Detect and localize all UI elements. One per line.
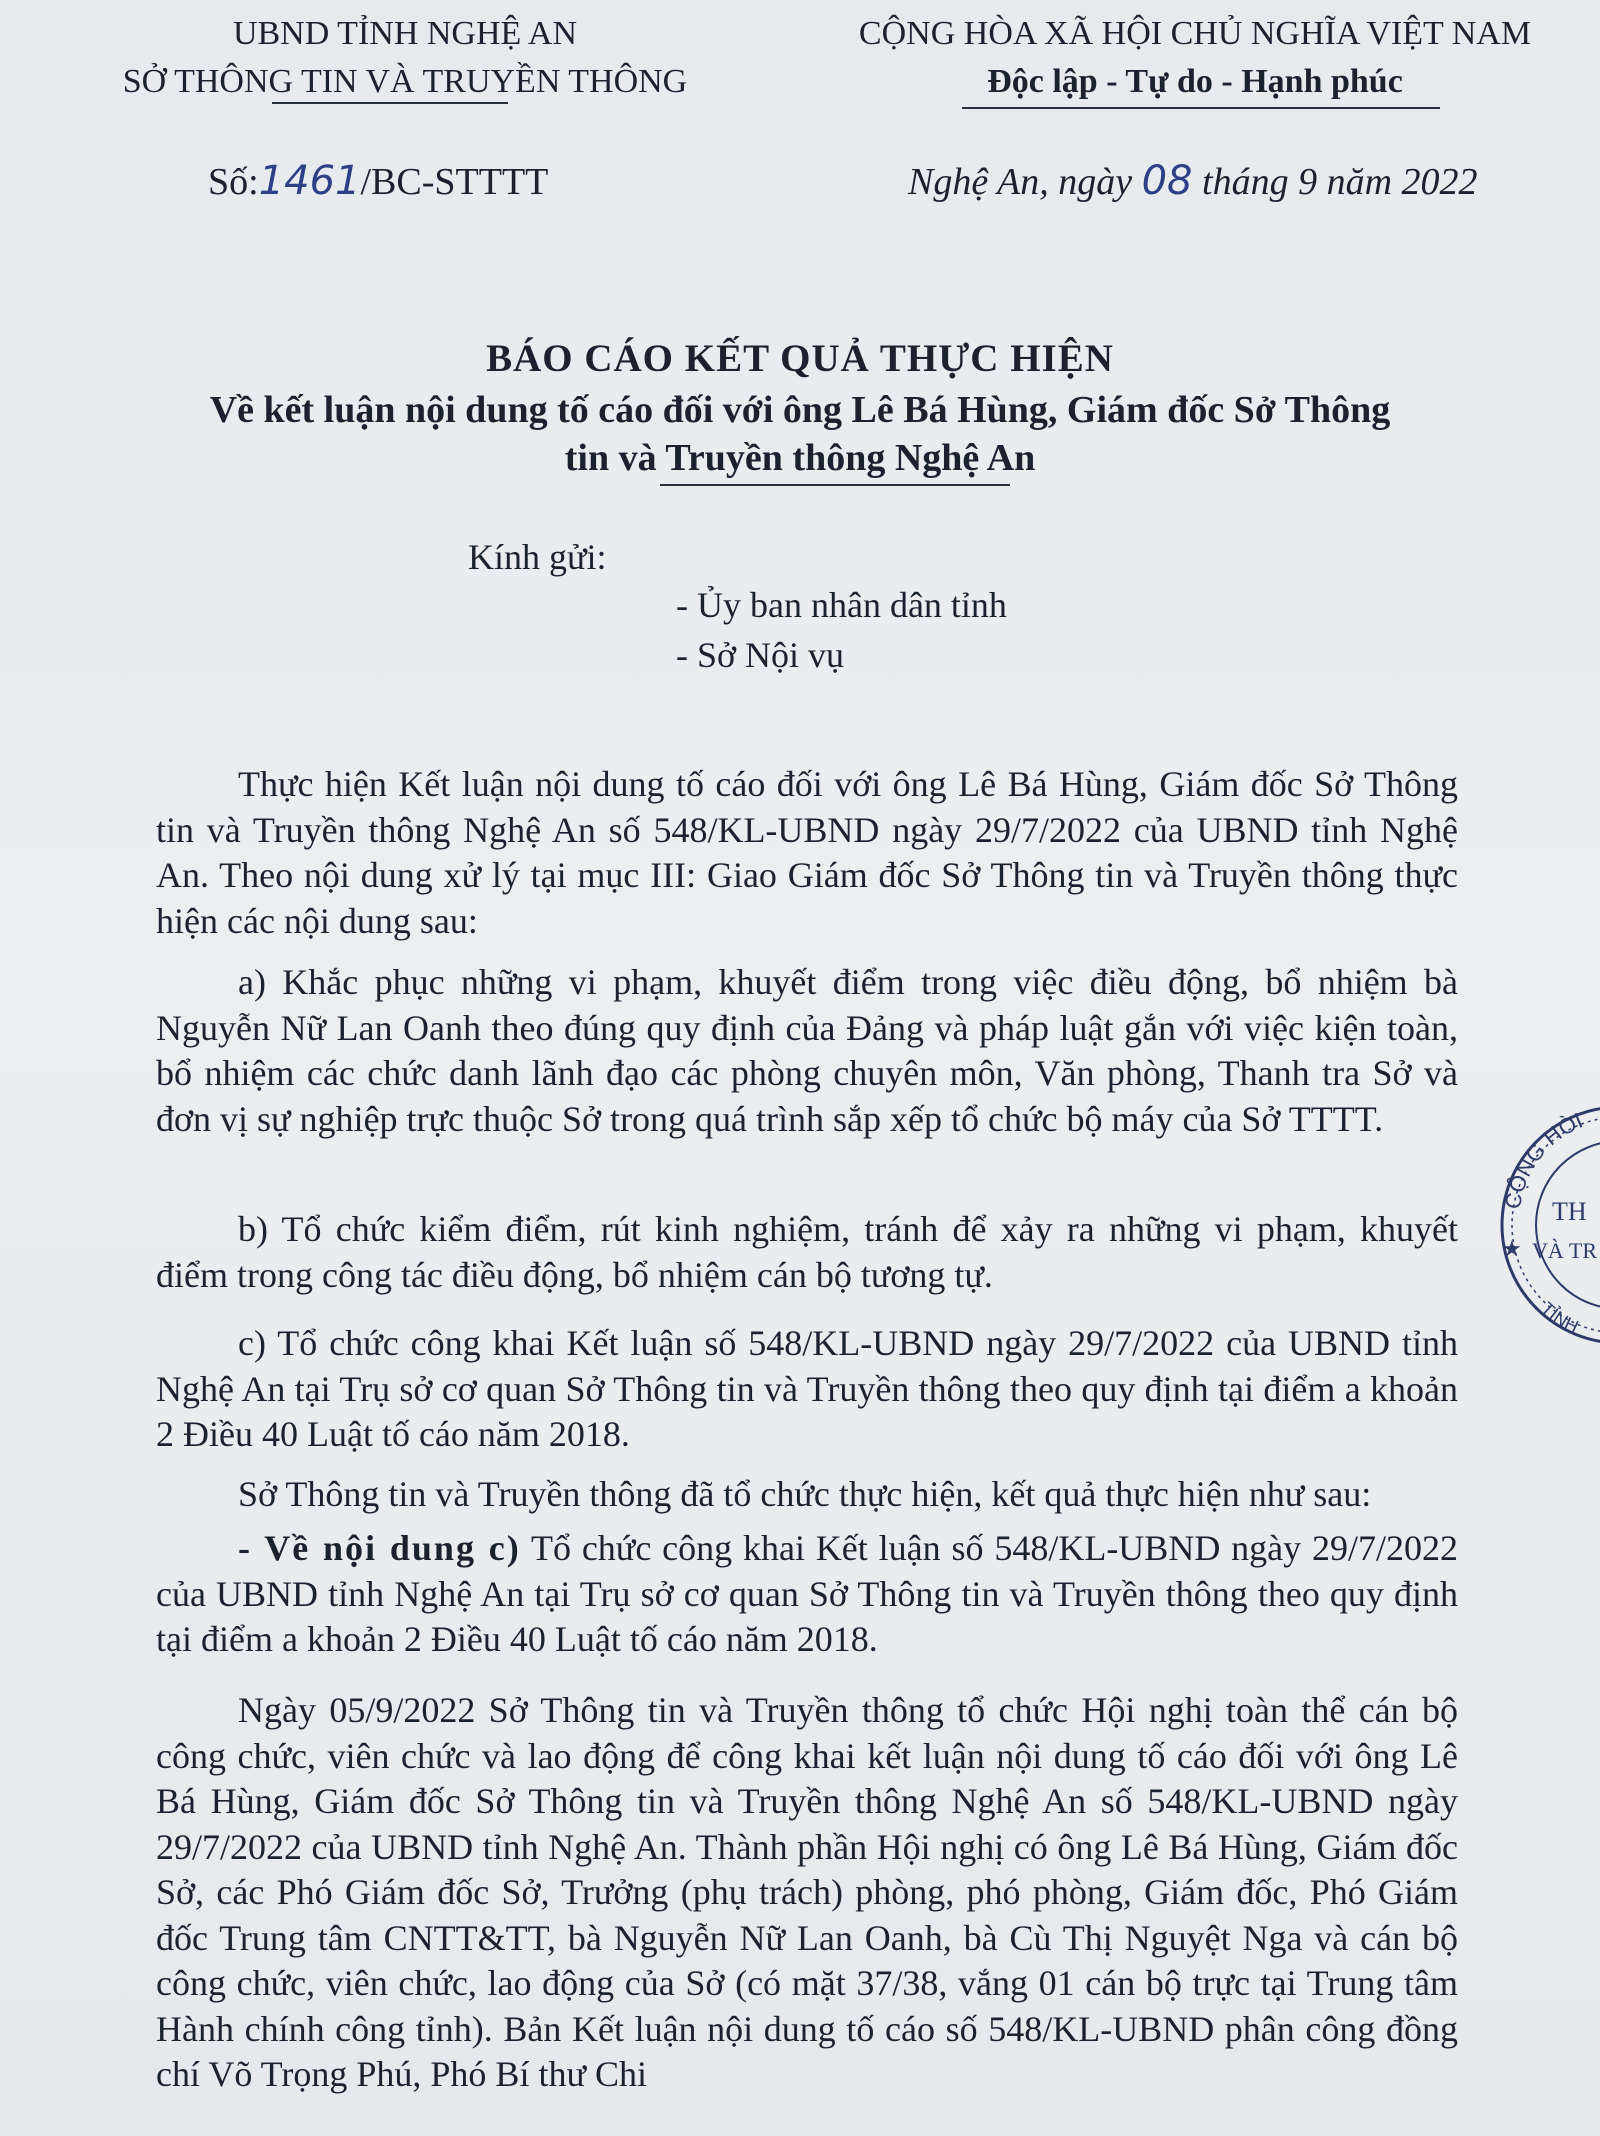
body-item-a: a) Khắc phục những vi phạm, khuyết điểm trong việc điều động, bổ nhiệm bà Nguyễn Nữ Lan Oanh theo đúng quy định của Đảng và pháp luật gắn với việc kiện toàn, bổ nhiệm các chức danh lãnh đạo các phòng chuyên môn, Văn phòng, Thanh tra Sở và đơn vị sự nghiệp trực thuộc Sở trong quá trình sắp xếp tổ chức bộ máy của Sở TTTT. — [156, 962, 1458, 1139]
title-underline — [660, 484, 1010, 486]
nation-line-1: CỘNG HÒA XÃ HỘI CHỦ NGHĨA VIỆT NAM — [858, 15, 1532, 52]
body-item-b: b) Tổ chức kiểm điểm, rút kinh nghiệm, tránh để xảy ra những vi phạm, khuyết điểm trong công tác điều động, bổ nhiệm cán bộ tương tự. — [156, 1209, 1458, 1295]
recipient-item: - Ủy ban nhân dân tỉnh — [676, 585, 1007, 625]
body-paragraph-item-c-result — [156, 1526, 1458, 1663]
doc-number-suffix: /BC-STTTT — [360, 161, 549, 203]
stamp-top-text: CỘNG HÒI — [1499, 1107, 1587, 1211]
body-paragraph-results: Sở Thông tin và Truyền thông đã tổ chức thực hiện, kết quả thực hiện như sau: — [238, 1474, 1372, 1514]
report-subtitle-line-1: Về kết luận nội dung tố cáo đối với ông Lê Bá Hùng, Giám đốc Sở Thông — [209, 389, 1391, 431]
body-paragraph-meeting: Ngày 05/9/2022 Sở Thông tin và Truyền thông tổ chức Hội nghị toàn thể cán bộ công chức, viên chức và lao động để công khai kết luận nội dung tố cáo đối với ông Lê Bá Hùng, Giám đốc Sở Thông tin và Truyền thông Nghệ An số 548/KL-UBND ngày 29/7/2022 của UBND tỉnh Nghệ An. Thành phần Hội nghị có ông Lê Bá Hùng, Giám đốc Sở, các Phó Giám đốc Sở, Trưởng (phụ trách) phòng, phó phòng, Giám đốc, Phó Giám đốc Trung tâm CNTT&TT, bà Nguyễn Nữ Lan Oanh, bà Cù Thị Nguyệt Nga và cán bộ công chức, viên chức, lao động của Sở (có mặt 37/38, vắng 01 cán bộ trực tại Trung tâm Hành chính công tỉnh). Bản Kết luận nội dung tố cáo số 548/KL-UBND phân công đồng chí Võ Trọng Phú, Phó Bí thư Chi — [156, 1690, 1458, 2094]
report-subtitle-line-2: tin và Truyền thông Nghệ An — [564, 437, 1036, 479]
stamp-star-icon: ★ — [1502, 1237, 1522, 1262]
org-line-2: SỞ THÔNG TIN VÀ TRUYỀN THÔNG — [122, 63, 688, 100]
recipients-label: Kính gửi: — [468, 537, 607, 577]
recipient-item: - Sở Nội vụ — [676, 635, 845, 675]
org-underline — [272, 102, 508, 104]
stamp-mid-text-1: TH — [1552, 1197, 1587, 1226]
date-line — [908, 158, 1478, 205]
item-c-label: - Về nội dung c) — [238, 1528, 521, 1568]
motto-underline — [962, 107, 1440, 109]
stamp-mid-text-2: VÀ TR — [1532, 1238, 1597, 1263]
doc-number-prefix: Số: — [208, 161, 259, 203]
doc-number-handwritten: 1461 — [258, 158, 361, 204]
official-stamp — [1480, 1080, 1600, 1360]
org-line-1: UBND TỈNH NGHỆ AN — [232, 15, 578, 52]
body-paragraph-intro: Thực hiện Kết luận nội dung tố cáo đối với ông Lê Bá Hùng, Giám đốc Sở Thông tin và Truyền thông Nghệ An số 548/KL-UBND ngày 29/7/2022 của UBND tỉnh Nghệ An. Theo nội dung xử lý tại mục III: Giao Giám đốc Sở Thông tin và Truyền thông thực hiện các nội dung sau: — [156, 764, 1458, 941]
national-header — [835, 10, 1555, 106]
report-title: BÁO CÁO KẾT QUẢ THỰC HIỆN — [486, 337, 1114, 380]
date-day-handwritten: 08 — [1141, 158, 1193, 204]
body-item-c: c) Tổ chức công khai Kết luận số 548/KL-UBND ngày 29/7/2022 của UBND tỉnh Nghệ An tại Trụ sở cơ quan Sở Thông tin và Truyền thông theo quy định tại điểm a khoản 2 Điều 40 Luật tố cáo năm 2018. — [156, 1323, 1458, 1454]
stamp-bottom-text: TỈNH — [1537, 1298, 1582, 1337]
document-number — [208, 158, 548, 205]
issuing-organization — [80, 10, 730, 106]
date-after: tháng 9 năm 2022 — [1192, 161, 1478, 203]
item-c-text: Tổ chức công khai Kết luận số 548/KL-UBND ngày 29/7/2022 của UBND tỉnh Nghệ An tại Trụ sở cơ quan Sở Thông tin và Truyền thông theo quy định tại điểm a khoản 2 Điều 40 Luật tố cáo năm 2018. — [156, 1528, 1458, 1659]
date-before: Nghệ An, ngày — [908, 161, 1142, 203]
national-motto: Độc lập - Tự do - Hạnh phúc — [987, 63, 1403, 100]
